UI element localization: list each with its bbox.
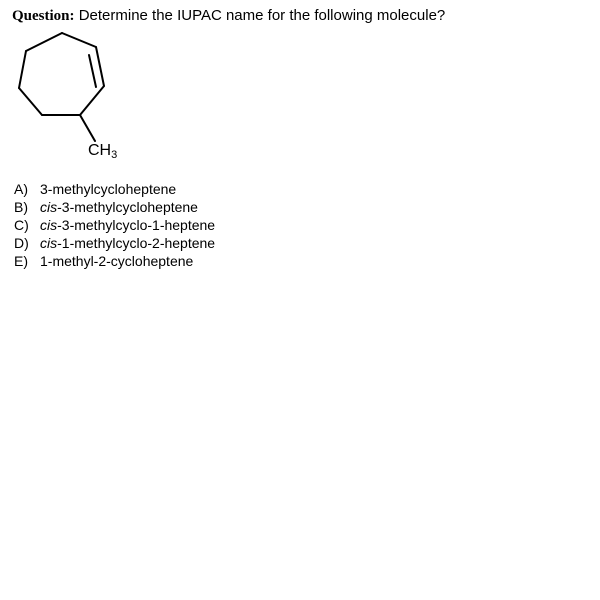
ring-bond-5: [19, 88, 42, 115]
option-prefix: cis: [40, 217, 58, 233]
option-name: -1-methylcyclo-2-heptene: [57, 235, 216, 251]
methyl-bond: [80, 115, 95, 141]
ring-bond-double-inner: [89, 55, 96, 87]
answer-options: [14, 180, 215, 270]
ring-bond-7: [26, 33, 62, 51]
option-letter: C): [14, 217, 29, 233]
question-text: Determine the IUPAC name for the following molecule?: [78, 7, 446, 24]
option-name: -3-methylcycloheptene: [57, 199, 198, 215]
option-letter: D): [14, 235, 29, 251]
ring-bond-1: [62, 33, 96, 47]
option-d[interactable]: [14, 234, 215, 252]
question-label: Question:: [12, 8, 75, 24]
ring-bond-3: [80, 86, 104, 115]
option-name: 1-methyl-2-cycloheptene: [40, 253, 194, 269]
methyl-label: [88, 141, 117, 165]
option-letter: E): [14, 253, 28, 269]
methyl-label-subscript: 3: [111, 149, 118, 161]
methyl-label-ch: CH: [88, 142, 112, 159]
option-prefix: cis: [40, 235, 58, 251]
option-prefix: cis: [40, 199, 58, 215]
option-text: [40, 252, 193, 270]
option-name: -3-methylcyclo-1-heptene: [57, 217, 216, 233]
option-letter: B): [14, 199, 28, 215]
option-text: [40, 180, 176, 198]
option-text: [40, 198, 198, 216]
ring-bond-double: [96, 47, 104, 86]
option-letter: A): [14, 181, 28, 197]
option-name: 3-methylcycloheptene: [40, 181, 177, 197]
option-e[interactable]: [14, 252, 215, 270]
option-text: [40, 234, 215, 252]
ring-bond-6: [19, 51, 26, 88]
option-text: [40, 216, 215, 234]
option-c[interactable]: [14, 216, 215, 234]
option-a[interactable]: [14, 180, 215, 198]
option-b[interactable]: [14, 198, 215, 216]
